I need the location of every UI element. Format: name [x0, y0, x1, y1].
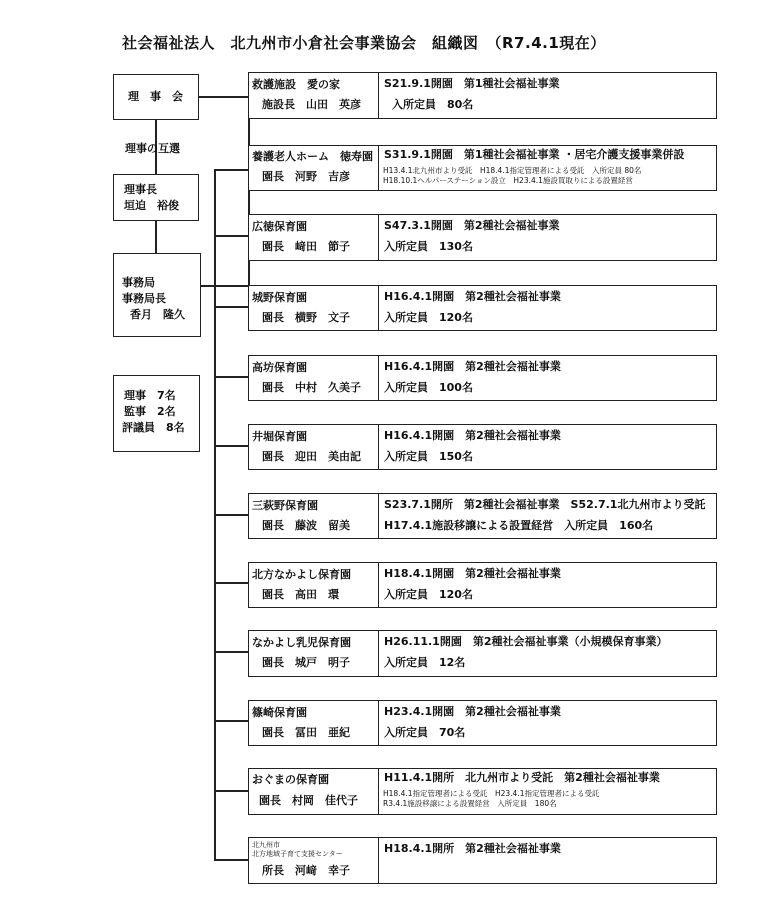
- facility-box-ogumano: [248, 768, 717, 815]
- member-count-auditors: 監事 2名: [124, 405, 176, 418]
- facility-detail-2: 入所定員 130名: [384, 240, 473, 253]
- branch-6: [214, 514, 249, 516]
- facility-head: 園長 﨑田 節子: [262, 240, 350, 253]
- facility-box-tokujuen: [248, 145, 717, 191]
- facility-box-kotoku: [248, 214, 717, 261]
- facility-box-kitagata-support-center: [248, 837, 717, 884]
- facility-detail-1: S23.7.1開所 第2種社会福祉事業 S52.7.1北九州市より受託: [384, 498, 706, 511]
- branch-5: [214, 445, 249, 447]
- member-count-councilors: 評議員 8名: [122, 421, 185, 434]
- facility-name: おぐまの保育園: [252, 773, 329, 786]
- facility-box-kitagata-nakayoshi: [248, 562, 717, 608]
- facility-detail-1: H16.4.1開園 第2種社会福祉事業: [384, 429, 561, 442]
- branch-11: [214, 859, 249, 861]
- facility-box-ibori: [248, 424, 717, 470]
- member-count-directors: 理事 7名: [124, 389, 176, 402]
- facility-detail-2: 入所定員 120名: [384, 311, 473, 324]
- chairman-title: 理事長: [124, 183, 157, 196]
- office-box: [113, 253, 201, 337]
- branch-1: [214, 169, 249, 171]
- facility-name: 篠崎保育園: [252, 706, 307, 719]
- facility-detail-1: H18.4.1開所 第2種社会福祉事業: [384, 842, 561, 855]
- board-box: [113, 74, 199, 120]
- mutual-election-label: 理事の互選: [125, 142, 180, 155]
- facility-detail-2: 入所定員 80名: [392, 98, 474, 111]
- facility-head: 園長 冨田 亜紀: [262, 726, 350, 739]
- facility-detail-1: S21.9.1開園 第1種社会福祉事業: [384, 77, 560, 90]
- facility-detail-1: H26.11.1開園 第2種社会福祉事業（小規模保育事業）: [384, 635, 668, 648]
- facility-detail-2: 入所定員 12名: [384, 656, 466, 669]
- facility-box-takabo: [248, 355, 717, 401]
- facility-name: 養護老人ホーム 徳寿園: [252, 150, 373, 163]
- facility-head: 所長 河﨑 幸子: [262, 864, 350, 877]
- connector-office-to-trunk: [199, 285, 249, 287]
- facility-detail-1: S31.9.1開園 第1種社会福祉事業 ・居宅介護支援事業併設: [384, 148, 685, 161]
- chairman-name: 垣迫 裕俊: [124, 199, 179, 212]
- facility-detail-3: H18.10.1ヘルパーステーション設立 H23.4.1施設買取りによる設置経営: [383, 176, 633, 185]
- facility-name: 井堀保育園: [252, 430, 307, 443]
- page-title: 社会福祉法人 北九州市小倉社会事業協会 組織図 （R7.4.1現在）: [122, 34, 606, 52]
- facility-head: 園長 城戸 明子: [262, 656, 350, 669]
- facility-detail-1: H16.4.1開園 第2種社会福祉事業: [384, 360, 561, 373]
- facility-detail-2: 入所定員 100名: [384, 381, 473, 394]
- connector-chairman-to-office: [155, 219, 157, 253]
- facility-name-line-2: 北方地域子育て支援センター: [252, 850, 343, 858]
- facility-name: なかよし乳児保育園: [252, 636, 351, 649]
- facility-box-jono: [248, 285, 717, 331]
- board-label: 理 事 会: [128, 90, 183, 103]
- facility-detail-2: H13.4.1北九州市より受託 H18.4.1指定管理者による受託 入所定員 80名: [383, 166, 642, 175]
- facility-head: 園長 村岡 佳代子: [259, 794, 358, 807]
- facility-detail-2: H18.4.1指定管理者による受託 H23.4.1指定管理者による受託: [383, 789, 600, 798]
- facility-box-mihagino: [248, 493, 717, 539]
- branch-2: [214, 235, 249, 237]
- facility-name: 広徳保育園: [252, 220, 307, 233]
- chairman-box: [113, 174, 199, 221]
- facility-detail-2: 入所定員 150名: [384, 450, 473, 463]
- office-head-title: 事務局長: [122, 292, 166, 305]
- branch-10: [214, 790, 249, 792]
- office-head-name: 香月 隆久: [130, 308, 185, 321]
- members-box: [113, 375, 200, 452]
- facility-box-nakayoshi-infant: [248, 630, 717, 677]
- facility-name: 三萩野保育園: [252, 499, 318, 512]
- facility-box-shinozaki: [248, 700, 717, 746]
- facility-detail-1: S47.3.1開園 第2種社会福祉事業: [384, 219, 560, 232]
- facility-detail-1: H11.4.1開所 北九州市より受託 第2種社会福祉事業: [384, 771, 660, 784]
- branch-8: [214, 651, 249, 653]
- facility-detail-2: 入所定員 120名: [384, 588, 473, 601]
- facility-head: 園長 藤波 留美: [262, 519, 350, 532]
- branch-4: [214, 376, 249, 378]
- facility-detail-1: H16.4.1開園 第2種社会福祉事業: [384, 290, 561, 303]
- facility-detail-1: H18.4.1開園 第2種社会福祉事業: [384, 567, 561, 580]
- office-title: 事務局: [122, 276, 155, 289]
- branch-3: [214, 306, 249, 308]
- facility-detail-1: H23.4.1開園 第2種社会福祉事業: [384, 705, 561, 718]
- facility-head: 園長 迎田 美由記: [262, 450, 361, 463]
- facility-detail-3: R3.4.1施設移譲による設置経営 入所定員 180名: [383, 799, 557, 808]
- facility-head: 施設長 山田 英彦: [262, 98, 361, 111]
- facility-name: 高坊保育園: [252, 361, 307, 374]
- facility-head: 園長 横野 文子: [262, 311, 350, 324]
- branch-9: [214, 720, 249, 722]
- facility-name-line-1: 北九州市: [252, 841, 280, 849]
- facility-name: 北方なかよし保育園: [252, 568, 351, 581]
- facility-name: 城野保育園: [252, 291, 307, 304]
- facility-head: 園長 河野 吉彦: [262, 170, 350, 183]
- branch-7: [214, 582, 249, 584]
- facility-box-ainoie: [248, 72, 717, 119]
- facility-head: 園長 高田 環: [262, 588, 339, 601]
- facility-detail-2: H17.4.1施設移譲による設置経営 入所定員 160名: [384, 519, 654, 532]
- facility-head: 園長 中村 久美子: [262, 381, 361, 394]
- facility-name: 救護施設 愛の家: [252, 78, 340, 91]
- facility-detail-2: 入所定員 70名: [384, 726, 466, 739]
- connector-board-to-trunk: [197, 96, 249, 98]
